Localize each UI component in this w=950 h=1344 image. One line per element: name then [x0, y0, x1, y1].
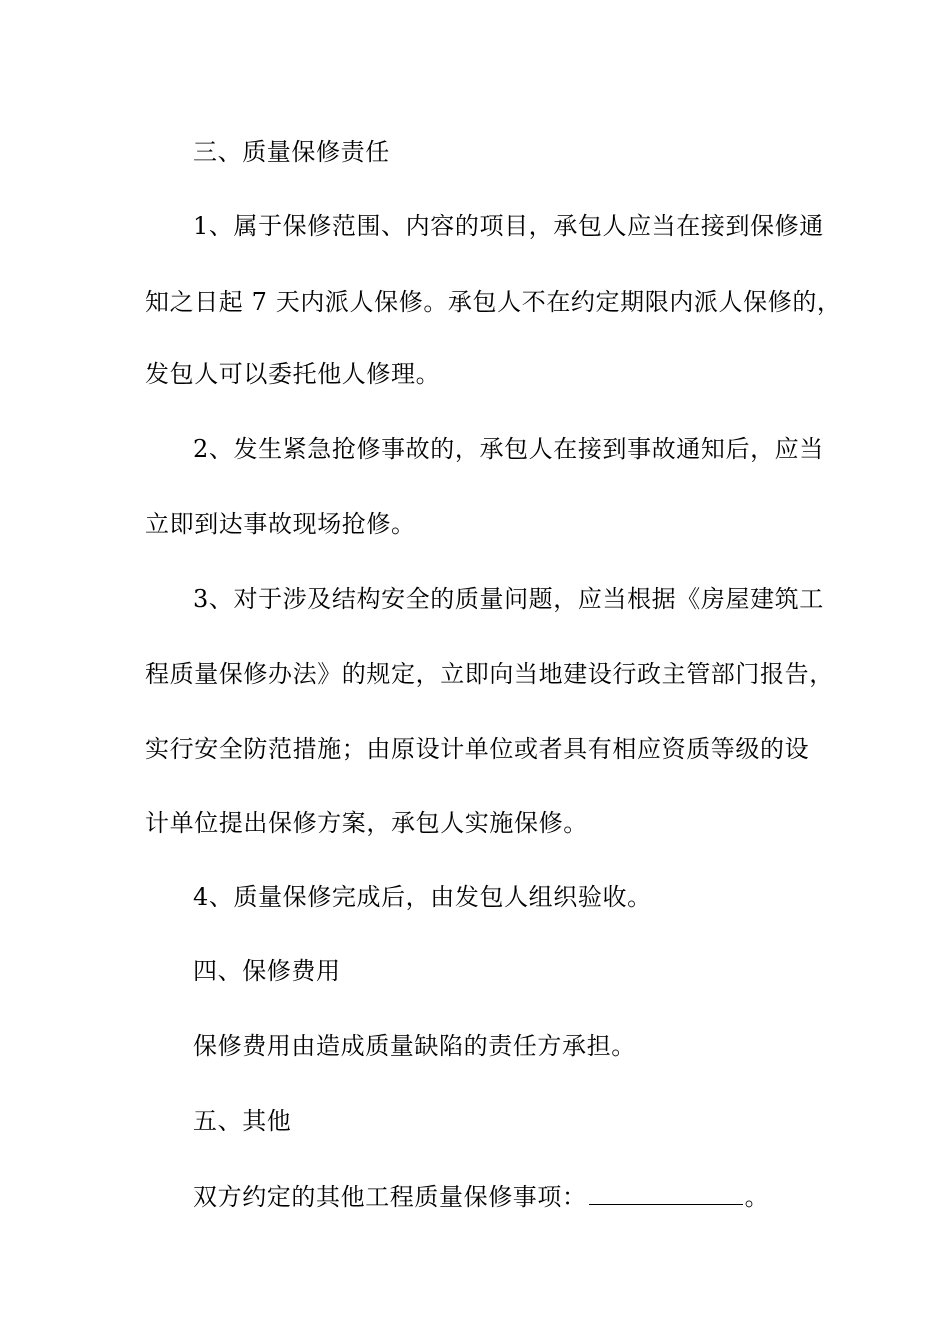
paragraph-3-line-1: 3、对于涉及结构安全的质量问题，应当根据《房屋建筑工 — [193, 585, 824, 613]
section-heading-5: 五、其他 — [193, 1107, 292, 1135]
section-heading-3: 三、质量保修责任 — [193, 138, 390, 166]
paragraph-6-line-1 — [193, 1181, 769, 1213]
paragraph-4-line-1: 4、质量保修完成后，由发包人组织验收。 — [193, 883, 652, 911]
paragraph-1-line-1: 1、属于保修范围、内容的项目，承包人应当在接到保修通 — [193, 212, 824, 240]
paragraph-1-line-3: 发包人可以委托他人修理。 — [145, 360, 441, 388]
paragraph-3-line-4: 计单位提出保修方案，承包人实施保修。 — [145, 809, 588, 837]
paragraph-2-line-1: 2、发生紧急抢修事故的，承包人在接到事故通知后，应当 — [193, 435, 824, 463]
paragraph-2-line-2: 立即到达事故现场抢修。 — [145, 510, 416, 538]
paragraph-6-prefix: 双方约定的其他工程质量保修事项： — [193, 1183, 587, 1211]
paragraph-3-line-2: 程质量保修办法》的规定，立即向当地建设行政主管部门报告， — [145, 660, 834, 688]
paragraph-3-line-3: 实行安全防范措施；由原设计单位或者具有相应资质等级的设 — [145, 735, 810, 763]
section-heading-4: 四、保修费用 — [193, 957, 341, 985]
paragraph-1-line-2: 知之日起 7 天内派人保修。承包人不在约定期限内派人保修的， — [145, 288, 842, 316]
paragraph-5-line-1: 保修费用由造成质量缺陷的责任方承担。 — [193, 1032, 636, 1060]
paragraph-6-suffix: 。 — [744, 1183, 770, 1211]
fill-in-blank — [589, 1182, 743, 1205]
